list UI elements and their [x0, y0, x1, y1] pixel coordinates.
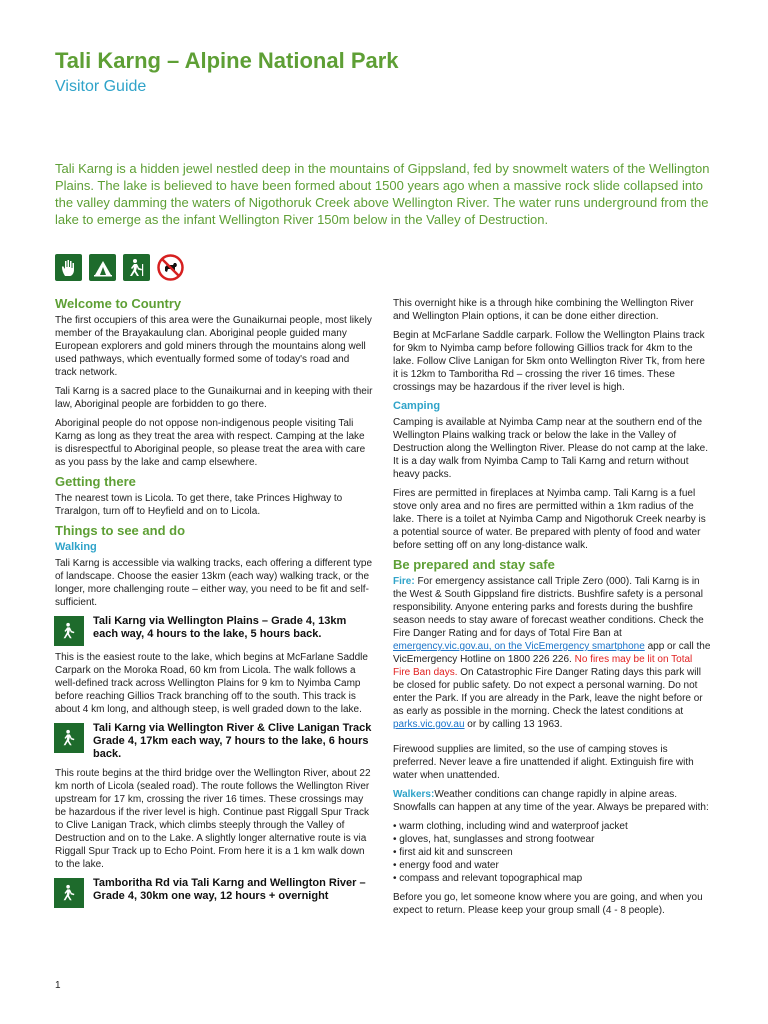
camping-heading: Camping [393, 400, 441, 412]
fire-ban-warning: No fires may be lit on Total Fire Ban days. [393, 654, 693, 678]
route-1-paragraph: This is the easiest route to the lake, which begins at McFarlane Saddle Carpark on the Moroka Road, 60 km from Licola. The walk follows a well-defined track across Wellington Plains for 9 km to Nyimba Camp before reaching Gillios Track branching off to the south. This track is about 4 km long, and although steep, is well graded down to the lake. [55, 652, 368, 715]
list-item: • compass and relevant topographical map [393, 873, 583, 884]
list-item: • warm clothing, including wind and waterproof jacket [393, 821, 628, 832]
route-2 [55, 722, 373, 761]
hiker-icon [55, 617, 83, 645]
welcome-heading: Welcome to Country [55, 296, 182, 311]
fire-label: Fire: [393, 576, 415, 587]
welcome-paragraph-3: Aboriginal people do not oppose non-indigenous people visiting Tali Karng as long as they treat the area with respect. Camping at the lake is disrespectful to Aboriginal people, so please treat the area with care as you pass by the lake and camp elsewhere. [55, 418, 366, 468]
getting-there-paragraph: The nearest town is Licola. To get there, take Princes Highway to Traralgon, turn off to Heyfield and on to Licola. [55, 493, 343, 517]
route-2-title: Tali Karng via Wellington River & Clive Lanigan Track Grade 4, 17km each way, 7 hours to the lake, 6 hours back. [93, 722, 372, 760]
overnight-paragraph-1: This overnight hike is a through hike combining the Wellington River and Wellington Plain options, it can be done either direction. [393, 298, 694, 322]
route-3-title: Tamboritha Rd via Tali Karng and Wellington River – Grade 4, 30km one way, 12 hours + overnight [93, 877, 366, 902]
packing-list [393, 820, 711, 885]
fire-text-a: For emergency assistance call Triple Zero (000). Tali Karng is in the West & South Gippsland fire districts. Bushfire safety is a personal responsibility. Anyone entering parks and forests during the bushfire season needs to stay aware of forecast weather conditions. Check the Fire Danger Rating and for days of Total Fire Ban at [393, 576, 704, 639]
hiker-icon [55, 724, 83, 752]
fire-text-d: or by calling 13 1963. [464, 719, 563, 730]
list-item: • gloves, hat, sunglasses and strong footwear [393, 834, 595, 845]
no-dogs-icon [157, 254, 184, 281]
left-column [55, 297, 373, 913]
page-number: 1 [55, 980, 61, 991]
walkers-text: Weather conditions can change rapidly in alpine areas. Snowfalls can happen at any time of the year. Always be prepared with: [393, 789, 709, 813]
getting-there-heading: Getting there [55, 474, 136, 489]
camping-paragraph-1: Camping is available at Nyimba Camp near at the southern end of the Wellington Plains walking track or below the lake in the Valley of Destruction along the Wellington River. Please do not camp at the lake. It is a day walk from Nyimba Camp to Tali Karng and return without heavy packs. [393, 417, 708, 480]
route-1 [55, 615, 373, 645]
page-subtitle: Visitor Guide [55, 78, 147, 95]
page-title: Tali Karng – Alpine National Park [55, 48, 399, 73]
walkers-label: Walkers: [393, 789, 435, 800]
list-item: • energy food and water [393, 860, 499, 871]
activity-icons [55, 254, 184, 281]
camping-icon [89, 254, 116, 281]
walking-icon [123, 254, 150, 281]
list-item: • first aid kit and sunscreen [393, 847, 513, 858]
route-3 [55, 877, 373, 907]
overnight-paragraph-2: Begin at McFarlane Saddle carpark. Follow the Wellington Plains track for 9km to Nyimba camp before following Gillios track for 4km to the lake. Follow Clive Lanigan for 5km onto Wellington River Tk, from here it is 12km to Tamboritha Rd – crossing the river 16 times. These crossings may be hazardous if the river level is high. [393, 330, 705, 393]
intro-paragraph: Tali Karng is a hidden jewel nestled deep in the mountains of Gippsland, fed by snowmelt waters of the Wellington Plains. The lake is believed to have been formed about 1500 years ago when a massive rock slide collapsed into the valley damming the waters of Nigothoruk Creek above Wellington River. The water runs underground from the lake to emerge as the infant Wellington River 150m below in the Valley of Destruction. [55, 161, 710, 227]
walkers-paragraph [393, 788, 711, 814]
things-to-do-heading: Things to see and do [55, 523, 186, 538]
fire-text-c: On Catastrophic Fire Danger Rating days this park will be closed for public safety. Do not expect a personal warning. Do not enter the Park. If you are already in the Park, leave the night before or as early as possible in the morning. Check the latest conditions at [393, 667, 703, 717]
walking-heading: Walking [55, 541, 97, 553]
walking-paragraph: Tali Karng is accessible via walking tracks, each offering a different type of landscape. Choose the easier 13km (each way) walking track, or the longer, more challenging route – either way, you need to be fit and self-sufficient. [55, 558, 373, 608]
route-1-title: Tali Karng via Wellington Plains – Grade 4, 13km each way, 4 hours to the lake, 5 hours back. [93, 615, 347, 640]
hiker-icon [55, 879, 83, 907]
route-2-paragraph: This route begins at the third bridge over the Wellington River, about 22 km north of Licola (sealed road). The route follows the Wellington River upstream for 17 km, crossing the river 16 times. These crossings may be hazardous if the river level is high. Continue past Riggall Spur Track to Clive Lanigan Track, which climbs steeply through the Valley of Destruction and on to the Lake. A slightly longer alternative route is via Riggall Spur Track up to Echo Point. From here it is a 1 km walk down to the lake. [55, 768, 371, 870]
fire-paragraph [393, 575, 711, 731]
welcome-paragraph-1: The first occupiers of this area were the Gunaikurnai people, most likely member of the Brayakaulung clan. Aboriginal people guided many European explorers and gold miners through the mountains along well used pathways, which eventually formed some of today's road and track network. [55, 315, 372, 378]
fire-text-b: app or call the VicEmergency Hotline on 1800 226 226. [393, 641, 711, 665]
prepared-heading: Be prepared and stay safe [393, 557, 555, 572]
closing-paragraph: Before you go, let someone know where you are going, and when you expect to return. Please keep your group small (4 - 8 people). [393, 892, 703, 916]
parks-link[interactable]: parks.vic.gov.au [393, 719, 465, 730]
hand-icon [55, 254, 82, 281]
camping-paragraph-2: Fires are permitted in fireplaces at Nyimba camp. Tali Karng is a fuel stove only area and no fires are permitted within a 1km radius of the lake. There is a toilet at Nyimba Camp and Nigothoruk Creek nearby is a potential source of water. Be prepared with plenty of food and water before setting off on any long-distance walk. [393, 488, 706, 551]
welcome-paragraph-2: Tali Karng is a sacred place to the Gunaikurnai and in keeping with their law, Aboriginal people are forbidden to go there. [55, 386, 373, 410]
firewood-paragraph: Firewood supplies are limited, so the use of camping stoves is preferred. Never leave a fire unattended if alight. Extinguish fire with water when unattended. [393, 744, 694, 781]
right-column [393, 297, 711, 923]
emergency-link[interactable]: emergency.vic.gov.au, on the VicEmergency smartphone [393, 641, 645, 652]
